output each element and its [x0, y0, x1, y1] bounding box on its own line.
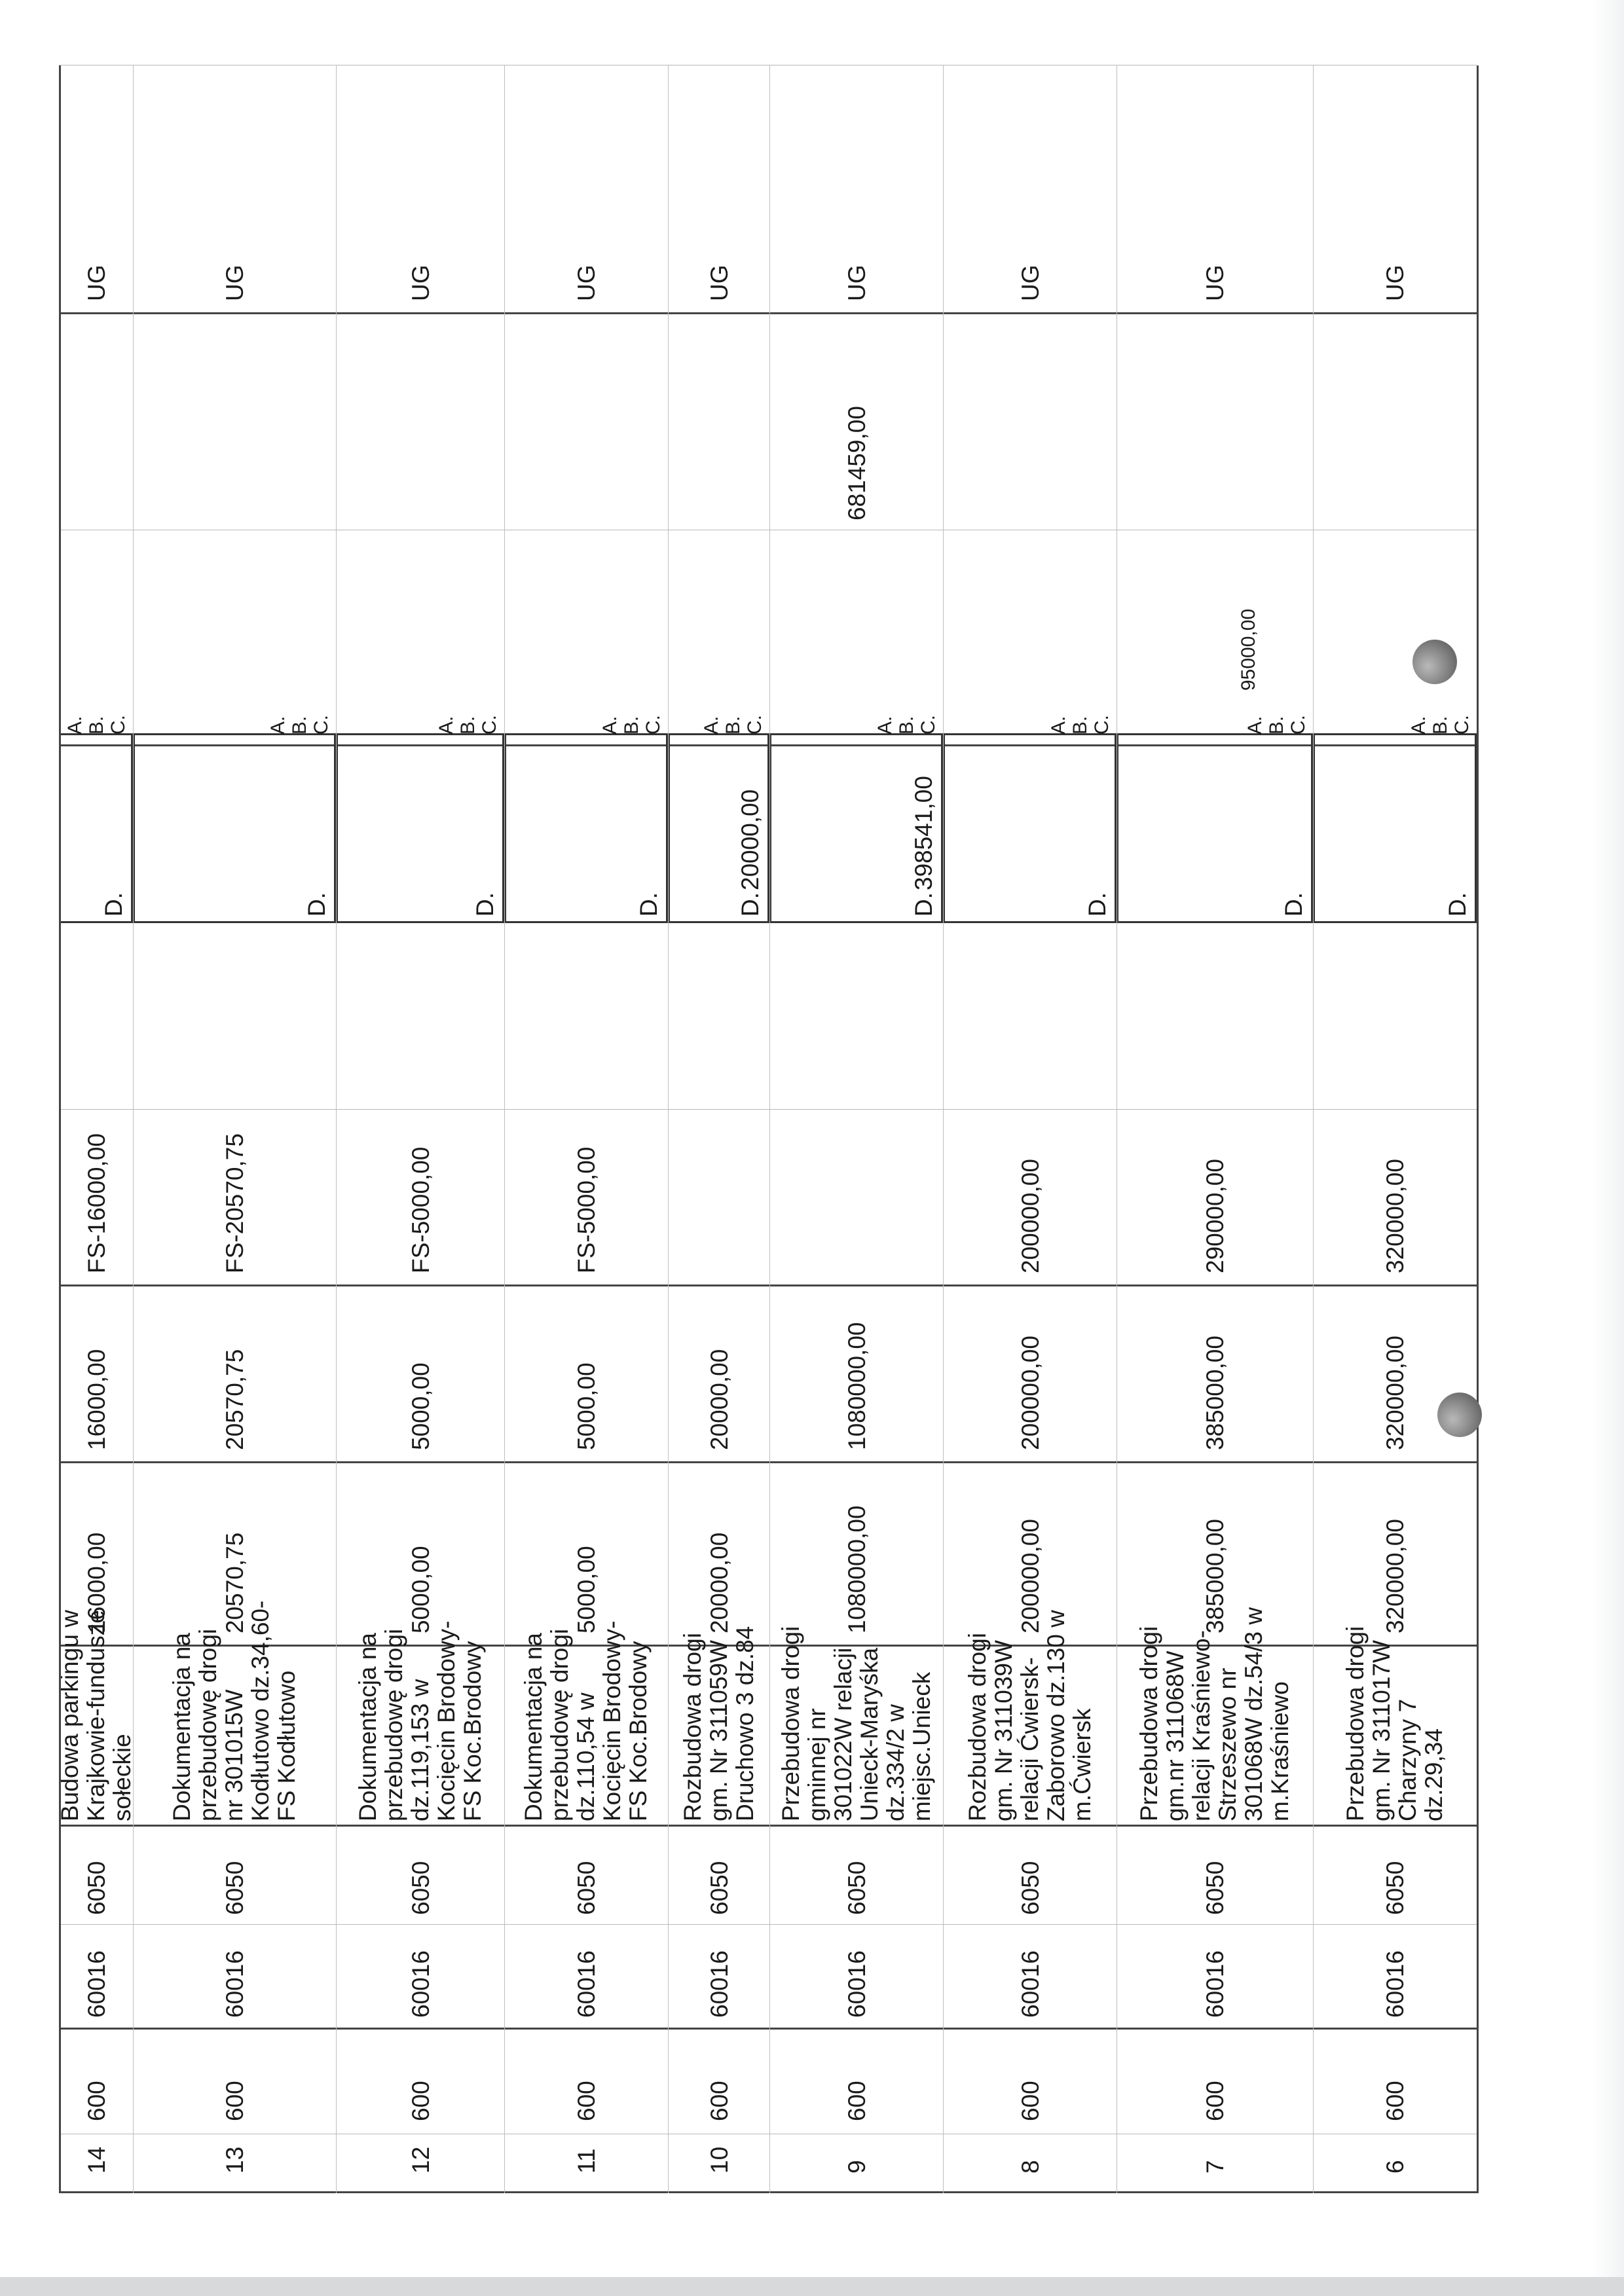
cell-border — [1313, 2028, 1477, 2030]
source-b-label: B. — [1430, 716, 1451, 735]
description-line: Kocięcin Brodowy- — [432, 1620, 460, 1821]
total-value-cell: 385000,00 — [1202, 1519, 1228, 1633]
source-c-label: C. — [744, 715, 766, 735]
source-d-label: D. — [1280, 892, 1307, 917]
description-line: przebudowę drogi — [546, 1628, 573, 1821]
lp-cell: 7 — [1202, 2160, 1228, 2174]
description-line: Dokumentacja na — [168, 1633, 195, 1821]
source-a-label: A. — [64, 716, 86, 735]
description-line: FS Koc.Brodowy — [458, 1641, 486, 1821]
source-d-label: D. — [471, 892, 498, 917]
year-value-cell: 5000,00 — [573, 1362, 600, 1450]
dzial-cell: 600 — [705, 2081, 733, 2121]
lp-cell: 14 — [83, 2146, 110, 2174]
description-line: Budowa parkingu w — [56, 1610, 83, 1821]
cell-border — [769, 1109, 943, 1110]
description-line: dz.110,54 w — [572, 1692, 599, 1821]
source-c-label: C. — [479, 715, 500, 735]
table-row — [133, 65, 336, 2193]
description-line: gm. Nr 311039W — [989, 1640, 1017, 1821]
cell-border — [1313, 1109, 1477, 1110]
scan-edge-bottom — [0, 2277, 1624, 2296]
table-row — [769, 65, 943, 2193]
description-line: Krajkowie-fundusze — [82, 1610, 109, 1821]
source-abc-list — [874, 715, 939, 735]
cell-border — [59, 1924, 133, 1925]
cell-border — [504, 1285, 668, 1286]
cell-border — [1313, 1461, 1477, 1463]
lp-cell: 12 — [407, 2146, 434, 2174]
description-cell — [169, 1601, 300, 1821]
source-c-label: C. — [1091, 715, 1113, 735]
table-row — [1116, 65, 1313, 2193]
source-d-label: D. — [100, 892, 127, 917]
rozdzial-cell: 60016 — [1382, 1950, 1409, 2018]
source-abc-list — [1244, 715, 1309, 735]
source-b-amount: 95000,00 — [1238, 608, 1259, 691]
cell-border — [1313, 2191, 1477, 2193]
year-value-cell: 20570,75 — [221, 1349, 248, 1450]
lp-cell: 10 — [705, 2146, 733, 2174]
extra-amount-cell: 681459,00 — [843, 406, 870, 520]
lp-cell: 11 — [573, 2148, 600, 2174]
unit-cell: UG — [407, 264, 434, 301]
source-b-label: B. — [896, 716, 917, 735]
cell-border — [1313, 1285, 1477, 1286]
unit-cell: UG — [83, 264, 110, 301]
description-line: Zaborowo dz.130 w — [1042, 1610, 1069, 1821]
cell-border — [769, 2191, 943, 2193]
source-abc-list — [701, 715, 766, 735]
cell-border — [943, 312, 1116, 314]
table-row — [943, 65, 1116, 2193]
dzial-cell: 600 — [83, 2081, 110, 2121]
cell-border — [769, 1461, 943, 1463]
cell-border — [133, 1825, 336, 1827]
paragraf-cell: 6050 — [1202, 1861, 1228, 1915]
cell-border — [1313, 1825, 1477, 1827]
rotated-investment-table — [29, 65, 1477, 2193]
source-d-label: D. — [737, 892, 764, 917]
source-a-label: A. — [701, 716, 722, 735]
cell-border — [504, 1825, 668, 1827]
scan-edge-right — [1593, 0, 1624, 2277]
description-line: Charzyny 7 — [1394, 1698, 1421, 1821]
description-line: gm. Nr 311017W — [1368, 1640, 1395, 1821]
cell-border — [1313, 1924, 1477, 1925]
total-value-cell: 20000,00 — [705, 1532, 733, 1633]
cell-border — [336, 1109, 504, 1110]
description-line: FS Koc.Brodowy — [625, 1641, 652, 1821]
description-line: 301022W relacji — [829, 1647, 857, 1821]
source-d-label: D. — [1444, 892, 1471, 917]
unit-cell: UG — [221, 264, 248, 301]
paragraf-cell: 6050 — [1016, 1861, 1044, 1915]
cell-border — [668, 312, 769, 314]
lp-cell: 9 — [843, 2160, 870, 2174]
total-value-cell: 20570,75 — [221, 1532, 248, 1633]
cell-border — [1116, 1924, 1313, 1925]
source-abc-list — [1048, 715, 1113, 735]
cell-border — [1116, 1825, 1313, 1827]
dzial-cell: 600 — [1382, 2081, 1409, 2121]
paragraf-cell: 6050 — [221, 1861, 248, 1915]
description-line: przebudowę drogi — [380, 1628, 407, 1821]
cell-border — [769, 1924, 943, 1925]
cell-border — [59, 1461, 133, 1463]
rozdzial-cell: 60016 — [221, 1950, 248, 2018]
dzial-cell: 600 — [407, 2081, 434, 2121]
description-cell — [778, 1626, 935, 1821]
cell-border — [504, 2191, 668, 2193]
cell-border — [943, 1285, 1116, 1286]
cell-border — [943, 2028, 1116, 2030]
total-value-cell: 200000,00 — [1016, 1519, 1044, 1633]
description-line: dz.119,153 w — [406, 1679, 434, 1821]
lp-cell: 13 — [221, 2146, 248, 2174]
description-line: dz.29,34 — [1420, 1728, 1447, 1821]
year-value-cell: 5000,00 — [407, 1362, 434, 1450]
description-line: Kodłutowo dz.34,60- — [247, 1600, 274, 1821]
description-line: przebudowę drogi — [194, 1628, 221, 1821]
lp-cell: 6 — [1382, 2160, 1409, 2174]
total-value-cell: 5000,00 — [407, 1546, 434, 1633]
description-line: dz.334/2 w — [881, 1704, 909, 1821]
punch-hole-bottom — [1412, 640, 1457, 684]
cell-border — [769, 1285, 943, 1286]
cell-border — [943, 1924, 1116, 1925]
source-a-label: A. — [1048, 716, 1069, 735]
cell-border — [1116, 2191, 1313, 2193]
cell-border — [504, 1109, 668, 1110]
source-d-label: D. — [303, 892, 330, 917]
cell-border — [59, 2191, 133, 2193]
cell-border — [769, 2028, 943, 2030]
fund-value-cell: 290000,00 — [1202, 1159, 1228, 1273]
description-line: relacji Kraśniewo- — [1188, 1630, 1215, 1821]
total-value-cell: 320000,00 — [1382, 1519, 1409, 1633]
description-line: Przebudowa drogi — [1135, 1626, 1162, 1821]
source-abc-list — [267, 715, 332, 735]
fund-value-cell: FS-5000,00 — [407, 1146, 434, 1273]
rozdzial-cell: 60016 — [573, 1950, 600, 2018]
cell-border — [943, 2191, 1116, 2193]
cell-border — [769, 312, 943, 314]
total-value-cell: 16000,00 — [83, 1532, 110, 1633]
description-line: FS Kodłutowo — [273, 1670, 300, 1821]
row-border — [1313, 65, 1314, 2193]
source-b-label: B. — [457, 716, 479, 735]
source-a-label: A. — [267, 716, 289, 735]
cell-border — [59, 312, 133, 314]
description-cell — [1136, 1607, 1293, 1821]
year-value-cell: 20000,00 — [705, 1349, 733, 1450]
rozdzial-cell: 60016 — [1202, 1950, 1228, 2018]
cell-border — [133, 312, 336, 314]
row-border — [1116, 65, 1117, 2193]
cell-border — [336, 2028, 504, 2030]
cell-border — [668, 1924, 769, 1925]
row-border — [668, 65, 669, 2193]
description-line: Unieck-Maryśka — [855, 1647, 883, 1821]
source-a-label: A. — [435, 716, 457, 735]
year-value-cell: 200000,00 — [1016, 1336, 1044, 1450]
cell-border — [133, 2191, 336, 2193]
rozdzial-cell: 60016 — [83, 1950, 110, 2018]
cell-border — [59, 1109, 133, 1110]
table-row — [336, 65, 504, 2193]
year-value-cell: 16000,00 — [83, 1349, 110, 1450]
row-border — [133, 65, 134, 2193]
cell-border — [1116, 312, 1313, 314]
paragraf-cell: 6050 — [83, 1861, 110, 1915]
description-line: relacji Ćwiersk- — [1016, 1657, 1043, 1821]
cell-border — [336, 2191, 504, 2193]
cell-border — [133, 1109, 336, 1110]
description-cell — [1342, 1626, 1447, 1821]
description-line: miejsc.Unieck — [908, 1671, 935, 1821]
cell-border — [769, 1825, 943, 1827]
dzial-cell: 600 — [221, 2081, 248, 2121]
source-c-label: C. — [310, 715, 332, 735]
cell-border — [943, 1825, 1116, 1827]
row-border — [336, 65, 337, 2193]
cell-border — [668, 1461, 769, 1463]
paragraf-cell: 6050 — [1382, 1861, 1409, 1915]
source-a-label: A. — [874, 716, 896, 735]
fund-value-cell: FS-20570,75 — [221, 1133, 248, 1273]
unit-cell: UG — [1202, 264, 1228, 301]
table-row — [1313, 65, 1477, 2193]
cell-border — [336, 1825, 504, 1827]
description-line: Druchowo 3 dz.84 — [731, 1626, 758, 1821]
paragraf-cell: 6050 — [705, 1861, 733, 1915]
description-line: Rozbudowa drogi — [678, 1633, 706, 1821]
fund-value-cell: 200000,00 — [1016, 1159, 1044, 1273]
cell-border — [133, 1924, 336, 1925]
source-c-label: C. — [1451, 715, 1473, 735]
row-border — [59, 65, 61, 2193]
source-d-value: 20000,00 — [737, 789, 764, 890]
total-value-cell: 5000,00 — [573, 1546, 600, 1633]
source-c-label: C. — [917, 715, 939, 735]
description-line: gm.nr 311068W — [1162, 1650, 1189, 1821]
description-line: Przebudowa drogi — [1342, 1626, 1369, 1821]
description-line: Dokumentacja na — [354, 1633, 381, 1821]
cell-border — [668, 1285, 769, 1286]
description-cell — [57, 1610, 136, 1821]
fund-value-cell: FS-16000,00 — [83, 1133, 110, 1273]
row-border — [943, 65, 944, 2193]
source-a-label: A. — [1244, 716, 1266, 735]
punch-hole-top — [1437, 1393, 1482, 1437]
paragraf-cell: 6050 — [843, 1861, 870, 1915]
table-row — [56, 65, 136, 2193]
description-line: m.Kraśniewo — [1266, 1681, 1293, 1821]
source-a-label: A. — [599, 716, 621, 735]
description-line: m.Ćwiersk — [1068, 1708, 1096, 1821]
paragraf-cell: 6050 — [407, 1861, 434, 1915]
rozdzial-cell: 60016 — [705, 1950, 733, 2018]
cell-border — [504, 1461, 668, 1463]
source-abc-list — [1408, 715, 1473, 735]
cell-border — [1313, 312, 1477, 314]
rozdzial-cell: 60016 — [407, 1950, 434, 2018]
cell-border — [1116, 1109, 1313, 1110]
cell-border — [943, 1109, 1116, 1110]
source-b-label: B. — [722, 716, 744, 735]
year-value-cell: 385000,00 — [1202, 1336, 1228, 1450]
fund-value-cell: FS-5000,00 — [573, 1146, 600, 1273]
year-value-cell: 320000,00 — [1382, 1336, 1409, 1450]
description-cell — [965, 1610, 1096, 1821]
source-b-label: B. — [1069, 716, 1091, 735]
cell-border — [1116, 2028, 1313, 2030]
cell-border — [668, 2028, 769, 2030]
lp-cell: 8 — [1016, 2160, 1044, 2174]
cell-border — [336, 1285, 504, 1286]
row-border — [1477, 65, 1479, 2193]
cell-border — [59, 2028, 133, 2030]
dzial-cell: 600 — [1202, 2081, 1228, 2121]
cell-border — [668, 1109, 769, 1110]
description-line: nr 301015W — [221, 1689, 248, 1821]
row-border — [769, 65, 770, 2193]
cell-border — [336, 1461, 504, 1463]
cell-border — [504, 1924, 668, 1925]
total-value-cell: 1080000,00 — [843, 1505, 870, 1633]
fund-value-cell: 320000,00 — [1382, 1159, 1409, 1273]
cell-border — [336, 312, 504, 314]
cell-border — [336, 1924, 504, 1925]
description-line: Rozbudowa drogi — [963, 1633, 991, 1821]
dzial-cell: 600 — [1016, 2081, 1044, 2121]
cell-border — [504, 2028, 668, 2030]
description-cell — [355, 1621, 486, 1821]
description-line: Przebudowa drogi — [777, 1626, 804, 1821]
source-d-label: D. — [1084, 892, 1111, 917]
cell-border — [133, 2028, 336, 2030]
unit-cell: UG — [573, 264, 600, 301]
dzial-cell: 600 — [843, 2081, 870, 2121]
unit-cell: UG — [1016, 264, 1044, 301]
description-cell — [521, 1621, 652, 1821]
description-line: gminnej nr — [803, 1708, 830, 1821]
cell-border — [1116, 1461, 1313, 1463]
dzial-cell: 600 — [573, 2081, 600, 2121]
source-b-label: B. — [289, 716, 310, 735]
source-c-label: C. — [107, 715, 129, 735]
source-c-label: C. — [642, 715, 664, 735]
source-b-label: B. — [86, 716, 107, 735]
cell-border — [1116, 1285, 1313, 1286]
source-b-label: B. — [621, 716, 642, 735]
unit-cell: UG — [705, 264, 733, 301]
source-abc-list — [64, 715, 129, 735]
cell-border — [668, 1825, 769, 1827]
unit-cell: UG — [1382, 264, 1409, 301]
cell-border — [59, 1825, 133, 1827]
cell-border — [59, 1285, 133, 1286]
description-line: Kocięcin Brodowy- — [599, 1620, 625, 1821]
row-border — [504, 65, 505, 2193]
unit-cell: UG — [843, 264, 870, 301]
source-d-value: 398541,00 — [910, 776, 937, 890]
table-row — [668, 65, 769, 2193]
source-c-label: C. — [1287, 715, 1309, 735]
cell-border — [943, 1461, 1116, 1463]
cell-border — [668, 2191, 769, 2193]
source-d-label: D. — [635, 892, 662, 917]
paragraf-cell: 6050 — [573, 1861, 600, 1915]
cell-border — [504, 312, 668, 314]
description-line: sołeckie — [108, 1734, 136, 1821]
description-cell — [680, 1626, 758, 1821]
table-row — [504, 65, 668, 2193]
cell-border — [133, 1461, 336, 1463]
description-line: Dokumentacja na — [520, 1633, 547, 1821]
cell-border — [133, 1285, 336, 1286]
description-line: Strzeszewo nr — [1214, 1667, 1241, 1821]
description-line: gm. Nr 311059W — [705, 1640, 732, 1821]
description-line: 301068W dz.54/3 w — [1240, 1607, 1267, 1821]
rozdzial-cell: 60016 — [843, 1950, 870, 2018]
source-d-label: D. — [910, 892, 937, 917]
source-abc-list — [435, 715, 500, 735]
source-abc-list — [599, 715, 664, 735]
year-value-cell: 1080000,00 — [843, 1322, 870, 1450]
source-b-label: B. — [1266, 716, 1287, 735]
source-a-label: A. — [1408, 716, 1430, 735]
rozdzial-cell: 60016 — [1016, 1950, 1044, 2018]
